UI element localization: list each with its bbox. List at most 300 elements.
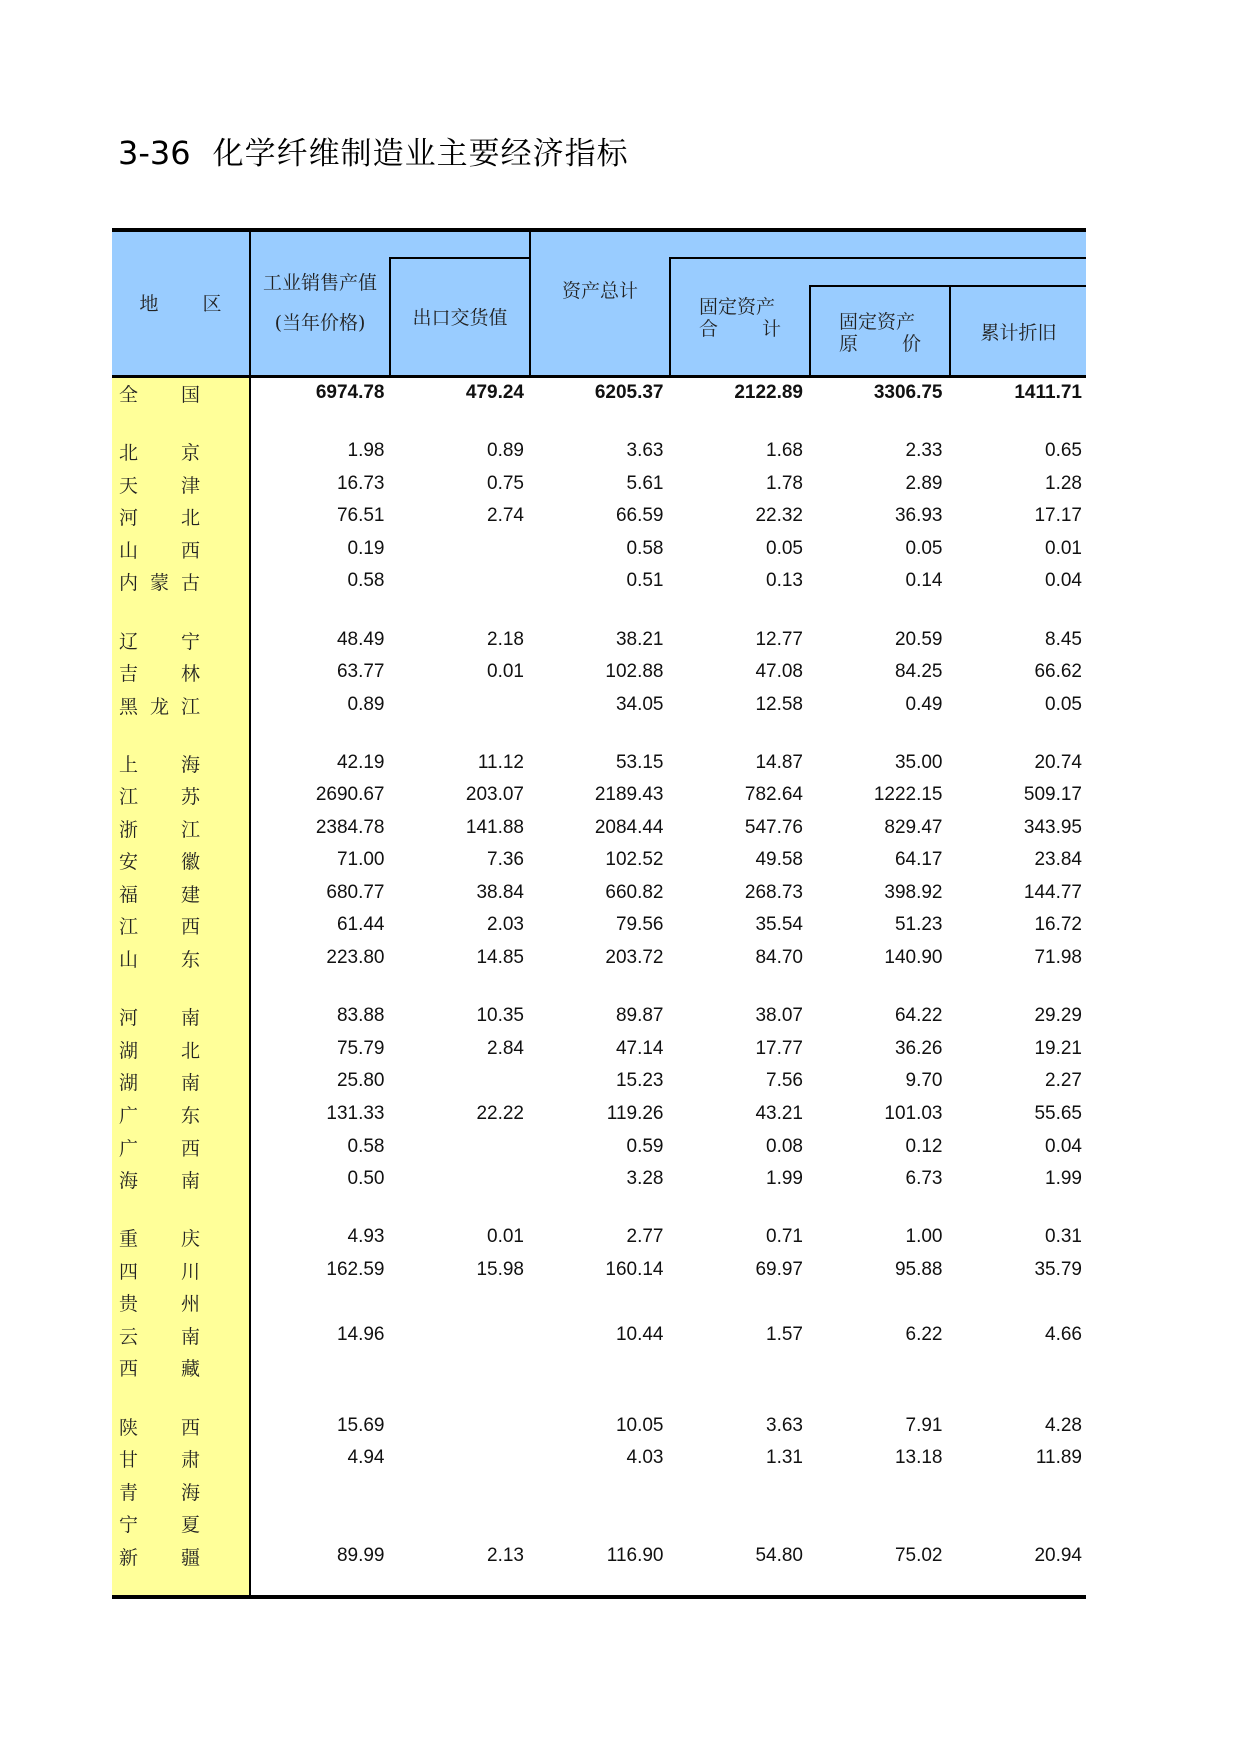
cell-export-value: 38.84: [476, 882, 524, 903]
header-sales-value-line1: 工业销售产值: [262, 272, 377, 294]
cell-sales-value: 15.69: [336, 1415, 385, 1436]
region-name: [112, 1221, 249, 1253]
region-char: 西: [119, 1357, 139, 1380]
cell-fixed-assets-original: 13.18: [894, 1447, 943, 1468]
cell-export-value: 479.24: [465, 382, 524, 403]
cell-total-assets: 79.56: [615, 914, 664, 935]
cell-sales-value: 89.99: [336, 1545, 385, 1566]
cell-accumulated-depreciation: 29.29: [1034, 1005, 1082, 1026]
cell-accumulated-depreciation: 0.05: [1045, 694, 1082, 715]
region-char: 西: [181, 915, 201, 938]
cell-total-assets: 53.15: [615, 752, 664, 773]
region-name: [112, 779, 249, 811]
cell-fixed-assets-total: 1.99: [766, 1168, 803, 1189]
region-char: 全: [119, 383, 139, 406]
cell-fixed-assets-original: 6.73: [905, 1168, 943, 1189]
cell-total-assets: 10.44: [615, 1324, 664, 1345]
region-char: 内: [119, 571, 139, 594]
table-row: [112, 1000, 1086, 1032]
cell-accumulated-depreciation: 0.31: [1045, 1226, 1082, 1247]
region-char: 广: [119, 1137, 139, 1160]
table-row: [112, 500, 1086, 532]
cell-total-assets: 34.05: [615, 694, 664, 715]
table-row: [112, 909, 1086, 941]
cell-sales-value: 0.89: [347, 694, 385, 715]
region-char: 安: [119, 850, 139, 873]
cell-export-value: 7.36: [487, 849, 524, 870]
region-name: [112, 565, 249, 597]
cell-sales-value: 162.59: [326, 1259, 385, 1280]
region-char: 东: [181, 948, 201, 971]
cell-sales-value: 2384.78: [315, 817, 385, 838]
region-char: 肃: [181, 1448, 201, 1471]
region-char: 川: [181, 1260, 201, 1283]
table-row: [112, 689, 1086, 721]
table-row: [112, 565, 1086, 597]
cell-fixed-assets-original: 36.26: [894, 1038, 943, 1059]
region-char: 河: [119, 506, 139, 529]
cell-fixed-assets-original: 7.91: [905, 1415, 943, 1436]
region-char: 北: [181, 506, 201, 529]
cell-sales-value: 4.94: [347, 1447, 385, 1468]
rule-header-v4: [669, 258, 671, 377]
cell-accumulated-depreciation: 20.94: [1034, 1545, 1082, 1566]
cell-total-assets: 2.77: [626, 1226, 664, 1247]
region-char: 贵: [119, 1292, 139, 1315]
cell-fixed-assets-total: 1.57: [766, 1324, 803, 1345]
cell-sales-value: 0.58: [347, 570, 385, 591]
table-row: [112, 1131, 1086, 1163]
cell-total-assets: 0.51: [626, 570, 664, 591]
region-char: 海: [119, 1169, 139, 1192]
table-row: [112, 877, 1086, 909]
region-name: [112, 500, 249, 532]
cell-accumulated-depreciation: 55.65: [1034, 1103, 1082, 1124]
cell-sales-value: 4.93: [347, 1226, 385, 1247]
cell-sales-value: 42.19: [336, 752, 385, 773]
region-char: 陕: [119, 1416, 139, 1439]
header-total-assets-label: 资产总计: [561, 280, 638, 302]
cell-fixed-assets-total: 12.58: [755, 694, 803, 715]
table-row: [112, 1163, 1086, 1195]
cell-export-value: 22.22: [476, 1103, 524, 1124]
region-name: [112, 656, 249, 688]
cell-fixed-assets-total: 84.70: [755, 947, 803, 968]
cell-fixed-assets-total: 0.71: [766, 1226, 803, 1247]
region-name: [112, 533, 249, 565]
cell-fixed-assets-original: 3306.75: [873, 382, 943, 403]
region-char: 建: [181, 883, 201, 906]
cell-fixed-assets-original: 0.49: [905, 694, 943, 715]
cell-export-value: 15.98: [476, 1259, 524, 1280]
region-char: 重: [119, 1227, 139, 1250]
region-char: 古: [181, 571, 201, 594]
cell-sales-value: 76.51: [336, 505, 385, 526]
region-name: [112, 1098, 249, 1130]
economic-indicators-table: [112, 228, 1086, 1599]
cell-fixed-assets-total: 0.13: [766, 570, 803, 591]
header-fixed-assets-total: [671, 260, 809, 375]
cell-sales-value: 14.96: [336, 1324, 385, 1345]
region-name: [112, 624, 249, 656]
region-char: 南: [181, 1169, 201, 1192]
table-title: 化学纤维制造业主要经济指标: [212, 136, 629, 172]
cell-fixed-assets-total: 3.63: [766, 1415, 803, 1436]
cell-export-value: 11.12: [477, 752, 524, 773]
cell-total-assets: 6205.37: [594, 382, 664, 403]
region-char: 徽: [181, 850, 201, 873]
rule-header-h1: [389, 257, 529, 259]
cell-sales-value: 71.00: [336, 849, 385, 870]
cell-total-assets: 203.72: [605, 947, 664, 968]
cell-sales-value: 61.44: [336, 914, 385, 935]
cell-fixed-assets-total: 0.08: [766, 1136, 803, 1157]
cell-fixed-assets-original: 6.22: [905, 1324, 943, 1345]
cell-sales-value: 0.19: [347, 538, 385, 559]
cell-fixed-assets-original: 1.00: [905, 1226, 943, 1247]
cell-fixed-assets-total: 0.05: [766, 538, 803, 559]
cell-sales-value: 0.50: [347, 1168, 385, 1189]
cell-fixed-assets-total: 547.76: [744, 817, 803, 838]
region-char: 苏: [181, 785, 201, 808]
table-row: [112, 1475, 1086, 1507]
region-char: 北: [181, 1039, 201, 1062]
cell-export-value: 2.03: [487, 914, 524, 935]
cell-fixed-assets-original: 2.33: [905, 440, 943, 461]
header-sales-value-line2: (当年价格): [274, 312, 366, 334]
region-char: 龙: [150, 695, 170, 718]
cell-sales-value: 680.77: [326, 882, 385, 903]
cell-fixed-assets-total: 1.68: [766, 440, 803, 461]
region-name: [112, 1131, 249, 1163]
cell-total-assets: 47.14: [615, 1038, 664, 1059]
cell-total-assets: 15.23: [615, 1070, 664, 1091]
cell-sales-value: 1.98: [347, 440, 385, 461]
region-name: [112, 1319, 249, 1351]
cell-accumulated-depreciation: 17.17: [1034, 505, 1082, 526]
cell-total-assets: 2189.43: [594, 784, 664, 805]
table-row: [112, 1033, 1086, 1065]
rule-header-v2: [389, 258, 391, 377]
region-name: [112, 1286, 249, 1318]
table-row: [112, 1351, 1086, 1383]
header-fixed-assets-original-line2: [839, 333, 921, 355]
cell-total-assets: 89.87: [615, 1005, 664, 1026]
region-name-chars: [119, 568, 214, 595]
region-char: 山: [119, 539, 139, 562]
region-char: 西: [181, 539, 201, 562]
cell-accumulated-depreciation: 4.28: [1045, 1415, 1082, 1436]
cell-fixed-assets-total: 14.87: [755, 752, 803, 773]
region-name: [112, 1540, 249, 1572]
header-fixed-assets-total-line2: [699, 318, 781, 340]
region-name: [112, 1163, 249, 1195]
region-name: [112, 377, 249, 409]
cell-fixed-assets-total: 47.08: [755, 661, 803, 682]
header-fixed-assets-total-char2: 计: [761, 317, 781, 340]
table-row: [112, 468, 1086, 500]
cell-fixed-assets-total: 17.77: [755, 1038, 803, 1059]
region-name: [112, 1000, 249, 1032]
region-char: 江: [119, 915, 139, 938]
cell-sales-value: 131.33: [326, 1103, 385, 1124]
cell-sales-value: 6974.78: [315, 382, 385, 403]
cell-fixed-assets-total: 43.21: [755, 1103, 803, 1124]
region-name: [112, 689, 249, 721]
region-char: 庆: [181, 1227, 201, 1250]
header-fixed-assets-original-line1: 固定资产: [839, 310, 916, 333]
header-total-assets: [531, 232, 669, 350]
cell-accumulated-depreciation: 4.66: [1045, 1324, 1082, 1345]
rule-bottom: [112, 1595, 1086, 1599]
table-row: [112, 1319, 1086, 1351]
table-row: [112, 435, 1086, 467]
cell-accumulated-depreciation: 1411.71: [1014, 382, 1082, 403]
cell-total-assets: 3.63: [626, 440, 664, 461]
cell-accumulated-depreciation: 144.77: [1023, 882, 1082, 903]
header-fixed-assets-original: [811, 290, 949, 375]
region-char: 南: [181, 1071, 201, 1094]
region-char: 四: [119, 1260, 139, 1283]
table-row: [112, 1221, 1086, 1253]
region-char: 江: [181, 818, 201, 841]
region-char: 北: [119, 441, 139, 464]
cell-total-assets: 119.26: [606, 1103, 664, 1124]
table-row: [112, 747, 1086, 779]
rule-top: [112, 228, 1086, 232]
header-fixed-assets-total-line1: 固定资产: [699, 295, 776, 318]
cell-export-value: 2.18: [487, 629, 524, 650]
region-name: [112, 1410, 249, 1442]
region-name: [112, 1475, 249, 1507]
cell-fixed-assets-original: 36.93: [894, 505, 943, 526]
cell-fixed-assets-total: 22.32: [755, 505, 803, 526]
cell-sales-value: 25.80: [336, 1070, 385, 1091]
cell-fixed-assets-original: 9.70: [905, 1070, 943, 1091]
table-row: [112, 1410, 1086, 1442]
cell-total-assets: 4.03: [626, 1447, 664, 1468]
region-name: [112, 1442, 249, 1474]
table-row: [112, 533, 1086, 565]
region-name: [112, 435, 249, 467]
cell-export-value: 2.74: [487, 505, 524, 526]
cell-export-value: 0.01: [487, 1226, 524, 1247]
cell-export-value: 14.85: [476, 947, 524, 968]
region-char: 辽: [119, 630, 139, 653]
cell-fixed-assets-original: 140.90: [884, 947, 943, 968]
region-char: 藏: [181, 1357, 201, 1380]
cell-fixed-assets-original: 51.23: [894, 914, 943, 935]
cell-total-assets: 3.28: [626, 1168, 664, 1189]
cell-fixed-assets-original: 101.03: [884, 1103, 943, 1124]
region-char: 浙: [119, 818, 139, 841]
cell-export-value: 0.89: [487, 440, 524, 461]
cell-export-value: 10.35: [476, 1005, 524, 1026]
region-char: 河: [119, 1006, 139, 1029]
cell-total-assets: 102.88: [605, 661, 664, 682]
region-char: 蒙: [150, 571, 170, 594]
region-char: 湖: [119, 1071, 139, 1094]
cell-total-assets: 102.52: [605, 849, 664, 870]
cell-export-value: 203.07: [465, 784, 524, 805]
cell-total-assets: 5.61: [626, 473, 664, 494]
cell-fixed-assets-original: 95.88: [894, 1259, 943, 1280]
cell-fixed-assets-original: 398.92: [884, 882, 943, 903]
region-char: 广: [119, 1104, 139, 1127]
header-fixed-assets-original-char2: 价: [901, 332, 921, 355]
header-export-value-label: 出口交货值: [412, 306, 508, 329]
rule-header-v3: [529, 228, 531, 377]
region-char: 夏: [181, 1513, 201, 1536]
cell-accumulated-depreciation: 0.01: [1045, 538, 1082, 559]
cell-accumulated-depreciation: 35.79: [1034, 1259, 1082, 1280]
cell-fixed-assets-total: 268.73: [744, 882, 803, 903]
cell-accumulated-depreciation: 0.65: [1045, 440, 1082, 461]
cell-accumulated-depreciation: 2.27: [1045, 1070, 1082, 1091]
region-name-chars: [119, 692, 214, 719]
rule-header-v6: [949, 286, 951, 377]
header-fixed-assets-total-char1: 合: [699, 317, 719, 340]
cell-fixed-assets-total: 7.56: [766, 1070, 803, 1091]
table-row: [112, 1507, 1086, 1539]
table-row: [112, 1286, 1086, 1318]
page-title: [118, 128, 629, 172]
region-char: 吉: [119, 662, 139, 685]
cell-accumulated-depreciation: 0.04: [1045, 1136, 1082, 1157]
region-char: 京: [181, 441, 201, 464]
region-char: 西: [181, 1416, 201, 1439]
region-char: 湖: [119, 1039, 139, 1062]
table-row: [112, 1098, 1086, 1130]
table-row: [112, 1442, 1086, 1474]
cell-sales-value: 2690.67: [315, 784, 385, 805]
cell-fixed-assets-original: 2.89: [905, 473, 943, 494]
cell-fixed-assets-total: 54.80: [755, 1545, 803, 1566]
region-char: 宁: [119, 1513, 139, 1536]
region-name: [112, 877, 249, 909]
region-name: [112, 844, 249, 876]
region-name: [112, 909, 249, 941]
cell-accumulated-depreciation: 71.98: [1034, 947, 1082, 968]
table-row: [112, 1540, 1086, 1572]
region-name: [112, 1065, 249, 1097]
region-char: 林: [181, 662, 201, 685]
table-row: [112, 656, 1086, 688]
cell-total-assets: 660.82: [605, 882, 664, 903]
cell-total-assets: 66.59: [615, 505, 664, 526]
cell-fixed-assets-total: 1.31: [766, 1447, 803, 1468]
cell-fixed-assets-original: 0.14: [905, 570, 943, 591]
region-char: 甘: [119, 1448, 139, 1471]
region-char: 天: [119, 474, 139, 497]
cell-fixed-assets-original: 64.22: [894, 1005, 943, 1026]
region-char: 东: [181, 1104, 201, 1127]
cell-fixed-assets-total: 1.78: [766, 473, 803, 494]
rule-header-h2: [669, 257, 1086, 259]
table-row: [112, 1254, 1086, 1286]
table-row: [112, 942, 1086, 974]
cell-total-assets: 0.59: [626, 1136, 664, 1157]
cell-accumulated-depreciation: 1.28: [1045, 473, 1082, 494]
cell-fixed-assets-total: 49.58: [755, 849, 803, 870]
cell-total-assets: 116.90: [606, 1545, 664, 1566]
region-char: 津: [181, 474, 201, 497]
cell-fixed-assets-original: 75.02: [894, 1545, 943, 1566]
cell-sales-value: 16.73: [336, 473, 385, 494]
cell-sales-value: 223.80: [326, 947, 385, 968]
region-char: 山: [119, 948, 139, 971]
region-char: 州: [181, 1292, 201, 1315]
rule-header-v5: [809, 286, 811, 377]
cell-fixed-assets-original: 0.05: [905, 538, 943, 559]
header-sales-value: [251, 258, 389, 348]
cell-sales-value: 48.49: [336, 629, 385, 650]
region-name: [112, 812, 249, 844]
region-char: 江: [181, 695, 201, 718]
cell-total-assets: 0.58: [626, 538, 664, 559]
cell-export-value: 0.75: [487, 473, 524, 494]
cell-fixed-assets-original: 64.17: [894, 849, 943, 870]
cell-export-value: 0.01: [487, 661, 524, 682]
cell-fixed-assets-total: 69.97: [755, 1259, 803, 1280]
cell-sales-value: 83.88: [336, 1005, 385, 1026]
cell-accumulated-depreciation: 0.04: [1045, 570, 1082, 591]
cell-accumulated-depreciation: 11.89: [1035, 1447, 1082, 1468]
cell-fixed-assets-original: 84.25: [894, 661, 943, 682]
header-accumulated-depreciation-label: 累计折旧: [980, 321, 1057, 344]
cell-total-assets: 2084.44: [594, 817, 664, 838]
cell-export-value: 141.88: [465, 817, 524, 838]
table-row: [112, 812, 1086, 844]
cell-fixed-assets-total: 782.64: [744, 784, 803, 805]
table-row: [112, 844, 1086, 876]
cell-fixed-assets-original: 1222.15: [873, 784, 943, 805]
region-char: 南: [181, 1325, 201, 1348]
cell-accumulated-depreciation: 19.21: [1034, 1038, 1082, 1059]
cell-sales-value: 75.79: [336, 1038, 385, 1059]
cell-accumulated-depreciation: 8.45: [1045, 629, 1082, 650]
region-name: [112, 1351, 249, 1383]
cell-fixed-assets-original: 829.47: [884, 817, 943, 838]
region-char: 上: [119, 753, 139, 776]
region-name: [112, 468, 249, 500]
cell-accumulated-depreciation: 66.62: [1034, 661, 1082, 682]
table-row: [112, 1065, 1086, 1097]
region-name: [112, 1254, 249, 1286]
region-char: 青: [119, 1481, 139, 1504]
header-region-char2: 区: [202, 292, 222, 315]
region-char: 海: [181, 753, 201, 776]
region-char: 江: [119, 785, 139, 808]
cell-accumulated-depreciation: 16.72: [1034, 914, 1082, 935]
cell-accumulated-depreciation: 20.74: [1034, 752, 1082, 773]
region-name: [112, 1033, 249, 1065]
region-name: [112, 747, 249, 779]
region-char: 南: [181, 1006, 201, 1029]
cell-accumulated-depreciation: 1.99: [1045, 1168, 1082, 1189]
header-export-value: [391, 260, 529, 375]
rule-header-h3: [809, 285, 1086, 287]
cell-fixed-assets-original: 20.59: [894, 629, 943, 650]
header-region-char1: 地: [139, 292, 159, 315]
region-char: 西: [181, 1137, 201, 1160]
table-row: [112, 624, 1086, 656]
header-region: [112, 232, 249, 375]
region-char: 福: [119, 883, 139, 906]
cell-sales-value: 63.77: [336, 661, 385, 682]
region-char: 云: [119, 1325, 139, 1348]
region-char: 黑: [119, 695, 139, 718]
